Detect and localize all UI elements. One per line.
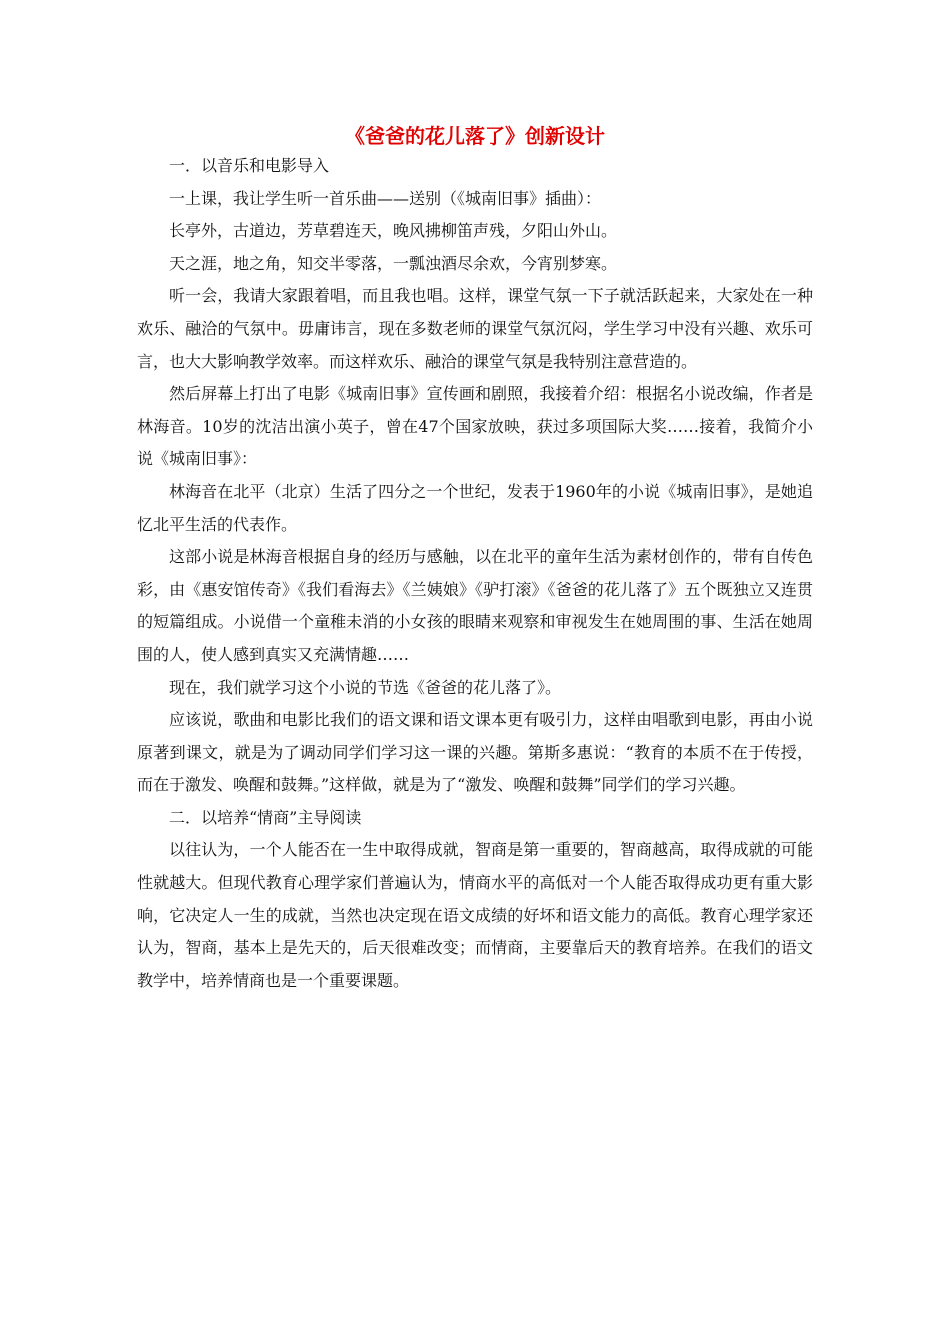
lyrics-line: 天之涯，地之角，知交半零落，一瓢浊酒尽余欢，今宵别梦寒。 <box>169 253 618 273</box>
paragraph: 然后屏幕上打出了电影《城南旧事》宣传画和剧照，我接着介绍：根据名小说改编，作者是林海音。10岁的沈洁出演小英子，曾在47个国家放映，获过多项国际大奖……接着，我简介小说《城南旧事》： <box>137 384 813 469</box>
paragraph: 一上课，我让学生听一首乐曲——送别（《城南旧事》插曲）： <box>169 188 602 208</box>
lyrics-line: 长亭外，古道边，芳草碧连天，晚风拂柳笛声残，夕阳山外山。 <box>169 221 618 241</box>
section-heading-2: 二．以培养“情商”主导阅读 <box>169 807 362 827</box>
paragraph: 应该说，歌曲和电影比我们的语文课和语文课本更有吸引力，这样由唱歌到电影，再由小说原著到课文，就是为了调动同学们学习这一课的兴趣。第斯多惠说：“教育的本质不在于传授，而在于激发、唤醒和鼓舞。”这样做，就是为了“激发、唤醒和鼓舞”同学们的学习兴趣。 <box>137 710 813 795</box>
section-heading-1: 一．以音乐和电影导入 <box>169 156 330 175</box>
document-title: 《爸爸的花儿落了》创新设计 <box>345 124 605 148</box>
paragraph: 听一会，我请大家跟着唱，而且我也唱。这样，课堂气氛一下子就活跃起来，大家处在一种欢乐、融洽的气氛中。毋庸讳言，现在多数老师的课堂气氛沉闷，学生学习中没有兴趣、欢乐可言，也大大影响教学效率。而这样欢乐、融洽的课堂气氛是我特别注意营造的。 <box>137 286 813 371</box>
paragraph: 这部小说是林海音根据自身的经历与感触，以在北平的童年生活为素材创作的，带有自传色彩，由《惠安馆传奇》《我们看海去》《兰姨娘》《驴打滚》《爸爸的花儿落了》五个既独立又连贯的短篇组成。小说借一个童稚未消的小女孩的眼睛来观察和审视发生在她周围的事、生活在她周围的人，使人感到真实又充满情趣…… <box>137 547 813 664</box>
paragraph: 以往认为，一个人能否在一生中取得成就，智商是第一重要的，智商越高，取得成就的可能性就越大。但现代教育心理学家们普遍认为，情商水平的高低对一个人能否取得成功更有重大影响，它决定人一生的成就，当然也决定现在语文成绩的好坏和语文能力的高低。教育心理学家还认为，智商，基本上是先天的，后天很难改变；而情商，主要靠后天的教育培养。在我们的语文教学中，培养情商也是一个重要课题。 <box>137 840 813 990</box>
document-body <box>137 150 813 997</box>
paragraph: 现在，我们就学习这个小说的节选《爸爸的花儿落了》。 <box>169 677 562 697</box>
paragraph: 林海音在北平（北京）生活了四分之一个世纪，发表于1960年的小说《城南旧事》，是她追忆北平生活的代表作。 <box>137 481 813 534</box>
